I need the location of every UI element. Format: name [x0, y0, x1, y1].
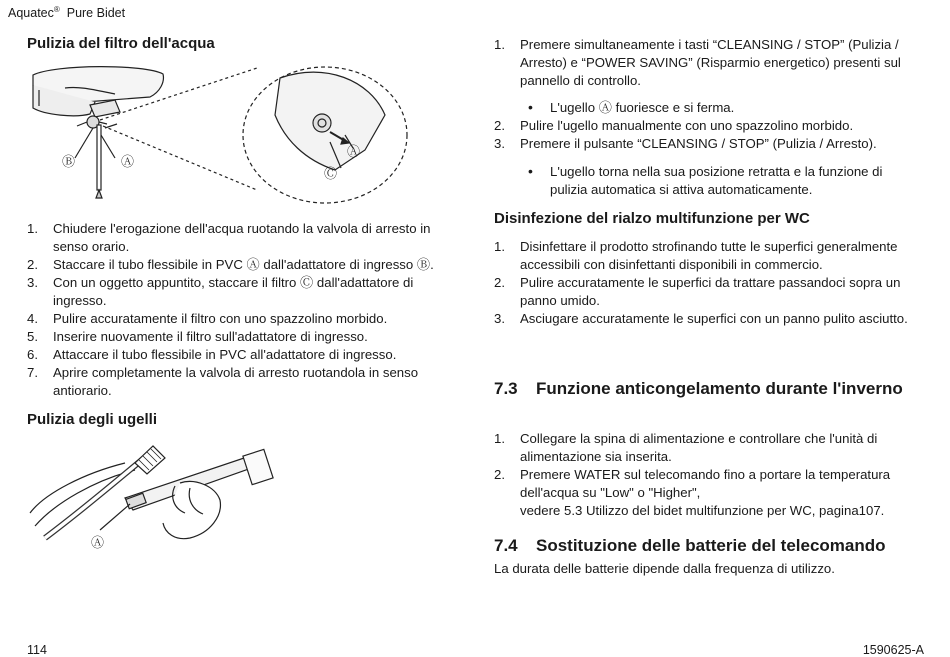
nozzle-steps-list-1: [494, 36, 922, 90]
disinfection-heading: Disinfezione del rialzo multifunzione per WC: [494, 210, 810, 227]
nozzle-steps-list-2: [494, 117, 922, 153]
fig1-label-a: Ⓐ: [121, 154, 135, 169]
fig1-label-b: Ⓑ: [62, 154, 76, 169]
fig1-label-c: Ⓒ: [324, 166, 338, 181]
list-item: 4. Pulire accuratamente il filtro con uno spazzolino morbido.: [27, 311, 388, 326]
filter-steps-list: [27, 220, 457, 400]
section-7-3-title: 7.3 Funzione anticongelamento durante l'inverno: [494, 379, 903, 398]
page-number: 114: [27, 643, 47, 657]
filter-illustration: [25, 60, 450, 210]
fig1-label-a2: Ⓐ: [347, 144, 361, 159]
list-item: 1. Disinfettare il prodotto strofinando tutte le superfici generalmente accessibili con disinfettanti disponibili in commercio.: [494, 239, 898, 272]
list-item: 3. Asciugare accuratamente le superfici con un panno pulito asciutto.: [494, 311, 908, 326]
list-item: 3. Con un oggetto appuntito, staccare il filtro Ⓒ dall'adattatore di ingresso.: [27, 275, 414, 308]
list-item: 2. Premere WATER sul telecomando fino a portare la temperatura dell'acqua su "Low" o "Higher",: [494, 467, 891, 500]
nozzle-bullet-2: [494, 163, 922, 199]
section-7-3-steps: [494, 430, 922, 502]
list-item: 2. Staccare il tubo flessibile in PVC Ⓐ dall'adattatore di ingresso Ⓑ.: [27, 257, 434, 272]
list-item: 1. Collegare la spina di alimentazione e controllare che l'unità di alimentazione sia inserita.: [494, 431, 878, 464]
list-item: 1. Premere simultaneamente i tasti “CLEANSING / STOP” (Pulizia / Arresto) e “POWER SAVING” (Risparmio energetico) presenti sul pannello di controllo.: [494, 37, 901, 88]
fig2-label-a: Ⓐ: [91, 535, 105, 550]
section-7-3-reference: vedere 5.3 Utilizzo del bidet multifunzione per WC, pagina107.: [520, 503, 885, 518]
nozzle-cleaning-heading: Pulizia degli ugelli: [27, 411, 158, 428]
nozzle-brush-illustration: [25, 438, 285, 548]
nozzle-bullet-1: [494, 99, 922, 117]
section-7-4-title: 7.4 Sostituzione delle batterie del telecomando: [494, 536, 886, 555]
disinfection-steps-list: [494, 238, 922, 328]
list-item: 5. Inserire nuovamente il filtro sull'adattatore di ingresso.: [27, 329, 368, 344]
brand-name: Aquatec: [8, 6, 54, 21]
list-item: • L'ugello torna nella sua posizione retratta e la funzione di pulizia automatica si attiva automaticamente.: [528, 163, 883, 197]
section-7-4-text: La durata delle batterie dipende dalla frequenza di utilizzo.: [494, 561, 835, 576]
list-item: 7. Aprire completamente la valvola di arresto ruotandola in senso antiorario.: [27, 365, 419, 398]
list-item: 3. Premere il pulsante “CLEANSING / STOP” (Pulizia / Arresto).: [494, 136, 877, 151]
list-item: 6. Attaccare il tubo flessibile in PVC all'adattatore di ingresso.: [27, 347, 397, 362]
list-item: 2. Pulire l'ugello manualmente con uno spazzolino morbido.: [494, 118, 854, 133]
list-item: 1. Chiudere l'erogazione dell'acqua ruotando la valvola di arresto in senso orario.: [27, 221, 431, 254]
product-name: Pure Bidet: [66, 6, 126, 21]
document-number: 1590625-A: [862, 643, 924, 657]
list-item: • L'ugello Ⓐ fuoriesce e si ferma.: [528, 99, 735, 115]
registered-mark: ®: [53, 5, 60, 14]
filter-cleaning-heading: Pulizia del filtro dell'acqua: [27, 35, 215, 52]
running-header: [8, 5, 125, 20]
list-item: 2. Pulire accuratamente le superfici da trattare passandoci sopra un panno umido.: [494, 275, 901, 308]
